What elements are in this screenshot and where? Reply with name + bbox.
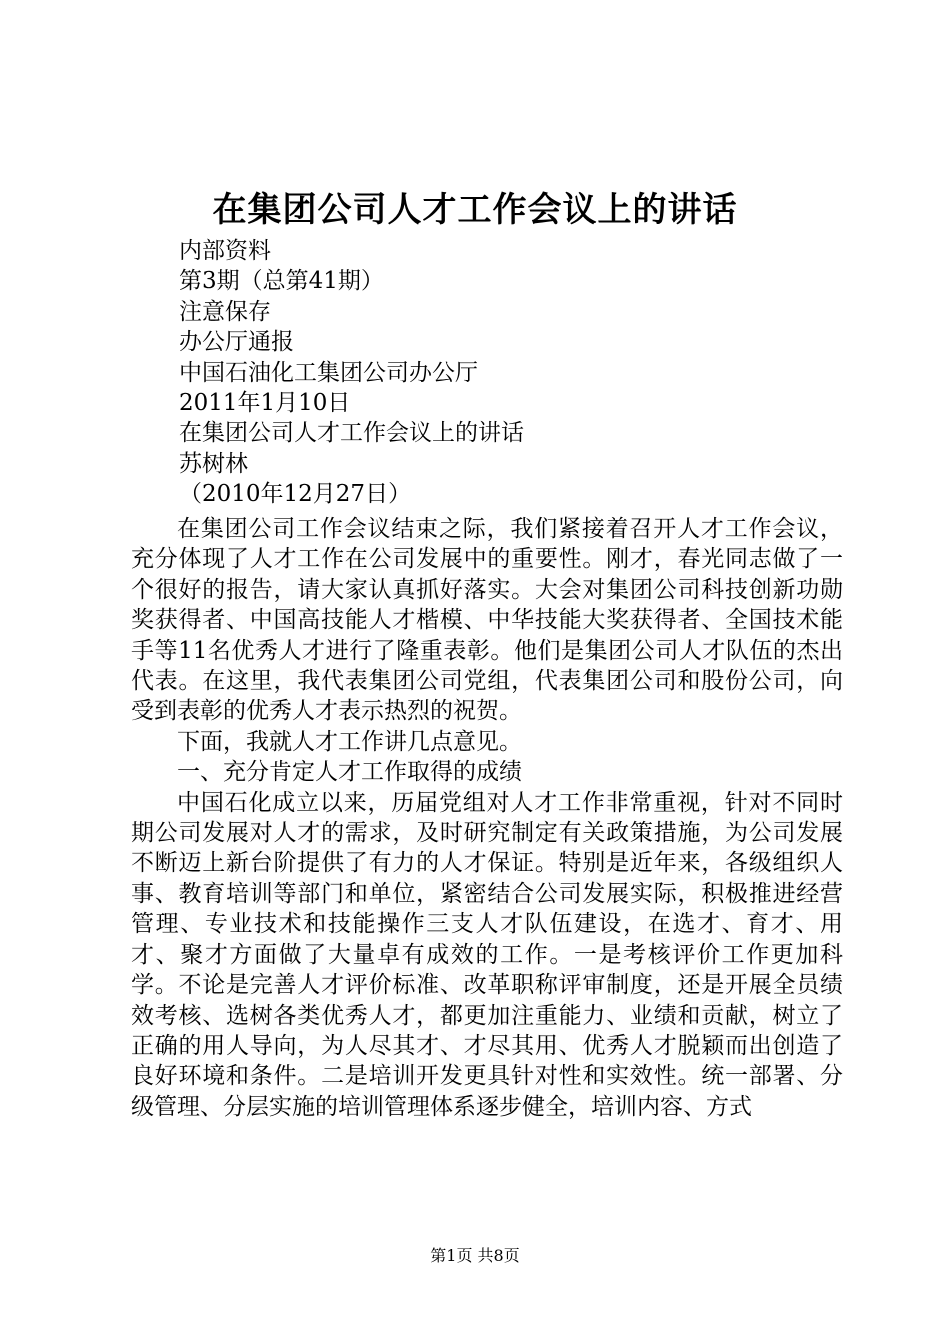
section-heading: 一、充分肯定人才工作取得的成绩 bbox=[177, 759, 522, 786]
meta-issue-date: 2011年1月10日 bbox=[179, 390, 351, 417]
document-meta bbox=[179, 236, 524, 510]
body-paragraph: 下面，我就人才工作讲几点意见。 bbox=[177, 728, 522, 755]
document-title: 在集团公司人才工作会议上的讲话 bbox=[212, 190, 738, 230]
body-paragraph: 在集团公司工作会议结束之际，我们紧接着召开人才工作会议，充分体现了人才工作在公司发展中的重要性。刚才，春光同志做了一个很好的报告，请大家认真抓好落实。大会对集团公司科技创新功勋奖获得者、中国高技能人才楷模、中华技能大奖获得者、全国技术能手等11名优秀人才进行了隆重表彰。他们是集团公司人才队伍的杰出代表。在这里，我代表集团公司党组，代表集团公司和股份公司，向受到表彰的优秀人才表示热烈的祝贺。 bbox=[131, 516, 843, 725]
meta-issue: 第3期（总第41期） bbox=[179, 268, 384, 295]
body-paragraph: 中国石化成立以来，历届党组对人才工作非常重视，针对不同时期公司发展对人才的需求，及时研究制定有关政策措施，为公司发展不断迈上新台阶提供了有力的人才保证。特别是近年来，各级组织人事、教育培训等部门和单位，紧密结合公司发展实际，积极推进经营管理、专业技术和技能操作三支人才队伍建设，在选才、育才、用才、聚才方面做了大量卓有成效的工作。一是考核评价工作更加科学。不论是完善人才评价标准、改革职称评审制度，还是开展全员绩效考核、选树各类优秀人才，都更加注重能力、业绩和贡献，树立了正确的用人导向，为人尽其才、才尽其用、优秀人才脱颖而出创造了良好环境和条件。二是培训开发更具针对性和实效性。统一部署、分级管理、分层实施的培训管理体系逐步健全，培训内容、方式 bbox=[131, 789, 843, 1120]
document-body bbox=[131, 514, 843, 1122]
page-footer: 第1页 共8页 bbox=[430, 1246, 520, 1265]
meta-speech-date: （2010年12月27日） bbox=[179, 481, 412, 508]
meta-classification: 内部资料 bbox=[179, 238, 271, 264]
meta-notice: 注意保存 bbox=[179, 298, 271, 325]
meta-speech-title: 在集团公司人才工作会议上的讲话 bbox=[179, 420, 524, 447]
meta-issuer: 中国石油化工集团公司办公厅 bbox=[179, 359, 478, 386]
meta-speaker: 苏树林 bbox=[179, 450, 248, 477]
meta-bulletin: 办公厅通报 bbox=[179, 329, 294, 356]
